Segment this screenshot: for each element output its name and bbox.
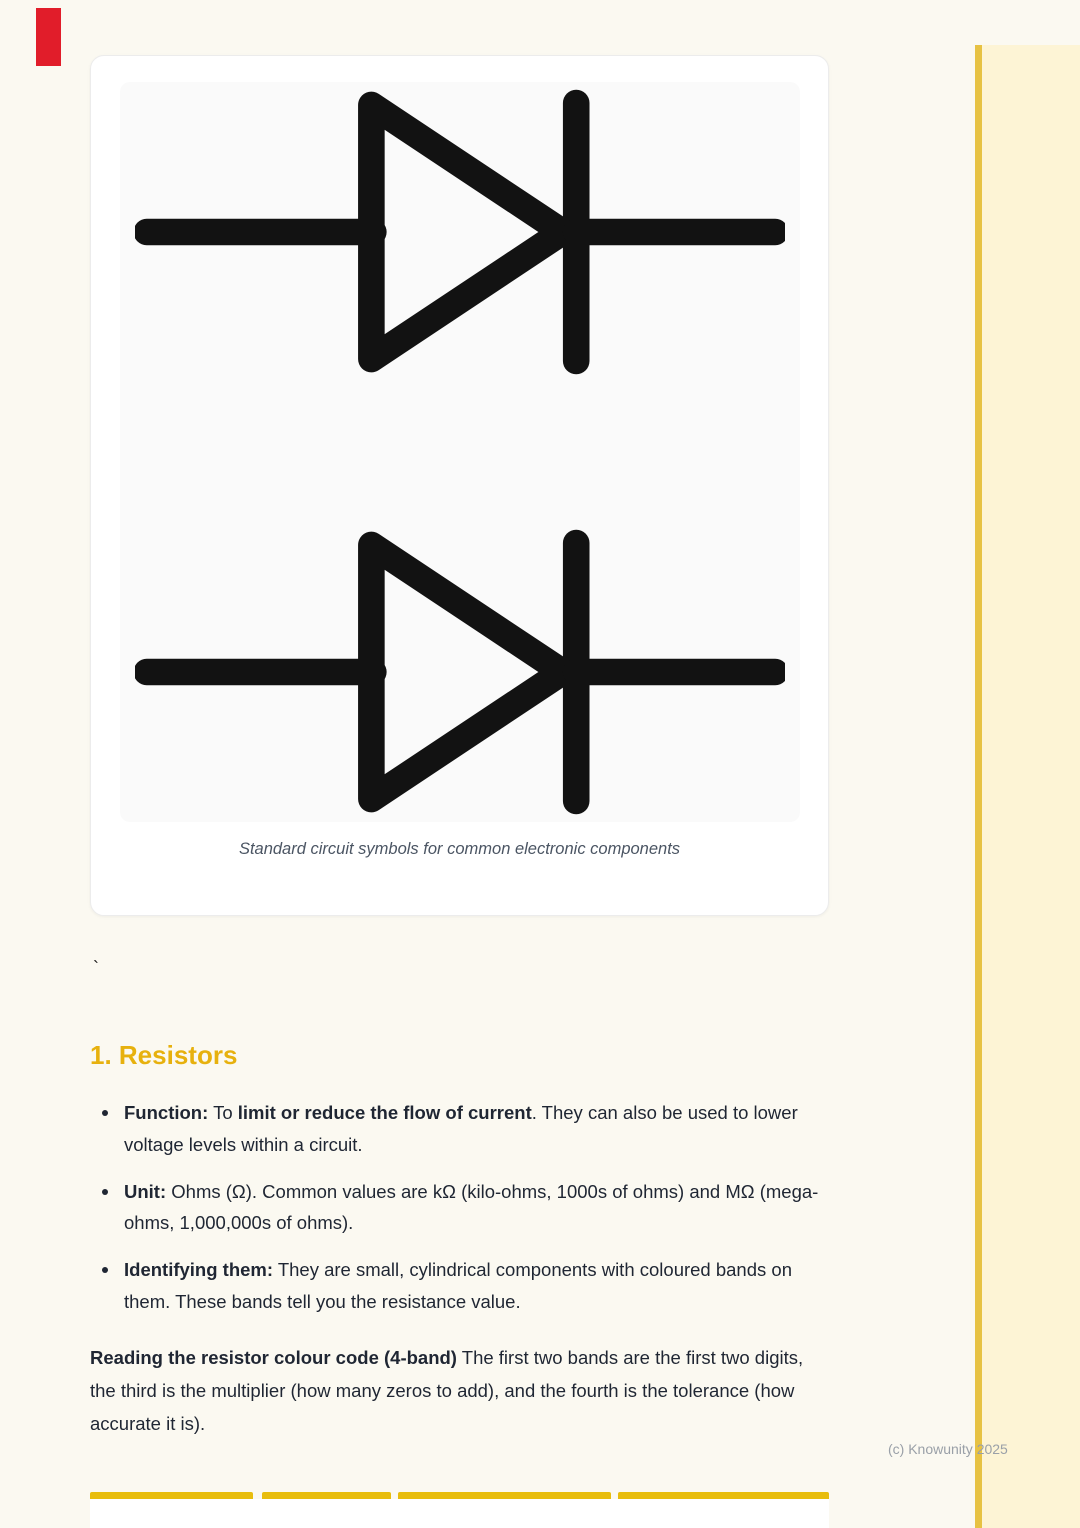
table-stub [90,1499,829,1528]
bullet-text: To [208,1102,238,1123]
circuit-symbols-figure [120,82,800,822]
bullet-text: . They can also be used to lower voltage levels within a circuit. [124,1102,798,1155]
bullet-bold-phrase: limit or reduce the flow of current [237,1102,532,1123]
table-border-segment [618,1492,829,1499]
resistor-bullet-list [90,1097,830,1318]
bullet-text: They are small, cylindrical components with coloured bands on them. These bands tell you the resistance value. [124,1259,792,1313]
paragraph-text: The first two bands are the first two digits, the third is the multiplier (how many zeros to add), and the fourth is the tolerance (how accurate it is). [90,1346,804,1434]
diode-symbol-icon [135,89,785,375]
table-border-segment [262,1492,391,1499]
bullet-bold-label: Unit: [124,1180,167,1202]
list-item [90,1097,830,1161]
list-item [90,1254,830,1318]
table-top-border [90,1492,829,1499]
stray-backtick: ` [93,958,99,978]
figure-card [90,55,829,916]
table-border-segment [90,1492,253,1499]
bullet-bold-label: Function: [124,1102,209,1123]
page-corner-marker [36,8,61,66]
watermark-text: (c) Knowunity 2025 [888,1441,1008,1457]
diode-symbol-icon [135,529,785,815]
figure-caption: Standard circuit symbols for common electronic components [238,840,681,858]
bullet-text: Ohms (Ω). Common values are kΩ (kilo-ohms, 1000s of ohms) and MΩ (mega-ohms, 1,000,000s of ohms). [124,1180,819,1234]
right-margin-panel [982,45,1080,1528]
table-border-segment [398,1492,611,1499]
right-margin-divider [975,45,982,1528]
section-resistors [90,1040,830,1441]
paragraph-bold-lead: Reading the resistor colour code (4-band) [90,1346,457,1368]
colour-code-paragraph [90,1342,830,1441]
section-heading-resistors: 1. Resistors [90,1040,238,1070]
bullet-bold-label: Identifying them: [124,1259,274,1281]
list-item [90,1176,830,1240]
